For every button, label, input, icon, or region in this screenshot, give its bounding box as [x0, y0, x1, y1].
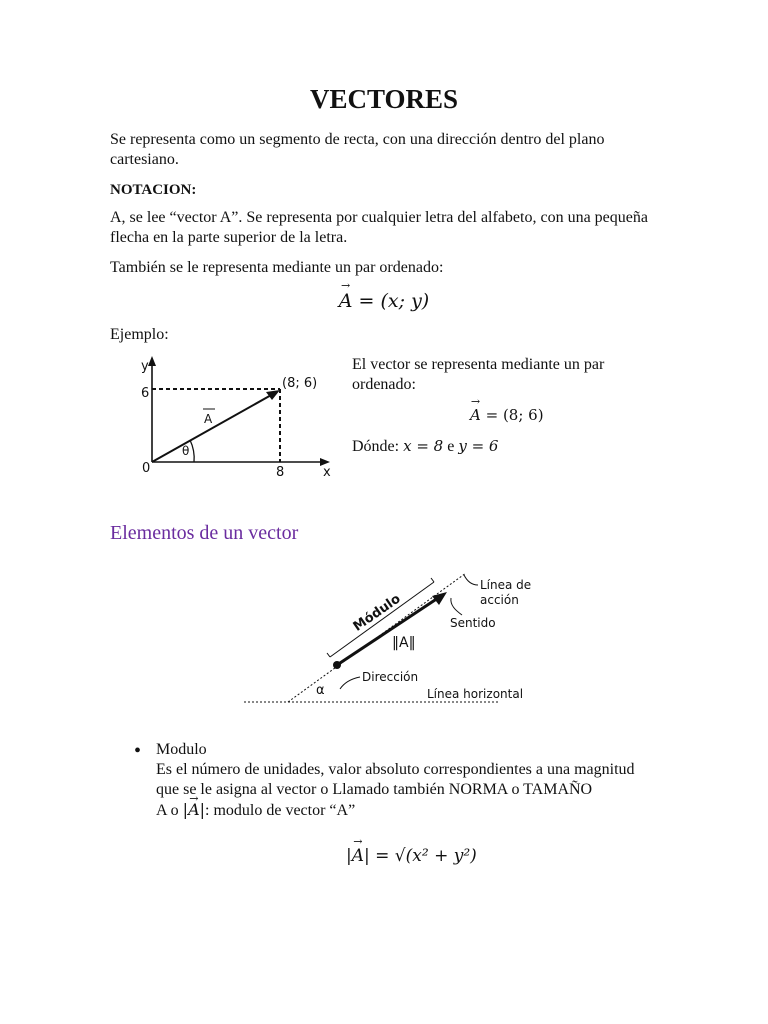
modulo-bracket-end: [327, 653, 330, 657]
vector-label: A: [204, 412, 213, 426]
pair-paragraph: También se le representa mediante un par ordenado:: [110, 259, 444, 276]
sentido-pointer: [451, 598, 462, 615]
vector-arrow-icon: [266, 390, 280, 400]
ejemplo-label: Ejemplo:: [110, 326, 169, 343]
x-tick-label: 8: [276, 465, 285, 480]
donde-y: y = 6: [458, 437, 499, 455]
modulo-formula-rhs: = √(x² + y²): [369, 846, 477, 866]
modulo-bracket: [330, 582, 434, 657]
modulo-bracket-end: [431, 578, 434, 582]
direccion-label: Dirección: [362, 670, 419, 684]
notation-suffix: : modulo de vector “A”: [205, 802, 356, 819]
modulo-label: Módulo: [350, 591, 404, 635]
notacion-paragraph: A, se lee “vector A”. Se representa por cualquier letra del alfabeto, con una pequeña flecha en la parte superior de la letra.: [110, 209, 648, 246]
vector-a-symbol: → A: [188, 800, 200, 820]
origin-label: 0: [142, 461, 151, 476]
y-tick-label: 6: [141, 386, 150, 401]
bullet-title: Modulo: [156, 741, 207, 758]
example-formula: [470, 406, 544, 424]
bullet-icon: •: [134, 740, 142, 762]
angle-arc: [190, 440, 194, 462]
pair-formula-rhs: = (x; y): [352, 290, 430, 312]
vector-head-icon: [432, 592, 447, 605]
modulo-formula: |→ A| = √(x² + y²): [346, 846, 477, 866]
donde-prefix: Dónde:: [352, 438, 404, 455]
notacion-heading: NOTACION:: [110, 182, 197, 198]
y-axis-arrow-icon: [148, 356, 156, 366]
modulo-section: [156, 740, 646, 821]
vector-origin-dot: [333, 661, 341, 669]
pair-formula: [0, 290, 768, 312]
vector-line: [152, 394, 273, 462]
vector-a-symbol: → A: [470, 406, 481, 424]
vector-a-symbol: → A: [339, 290, 353, 312]
y-axis-label: y: [141, 359, 149, 374]
x-axis-label: x: [323, 465, 331, 480]
alpha-label: α: [316, 683, 325, 698]
notation-prefix: A o: [156, 802, 183, 819]
linea-accion-pointer: [464, 575, 478, 585]
vector-example-graph: [130, 350, 350, 485]
vector-a-symbol: → A: [352, 846, 364, 866]
linea-accion-label-2: acción: [480, 593, 519, 607]
donde-mid: e: [443, 438, 459, 455]
point-label: (8; 6): [282, 376, 318, 391]
donde-x: x = 8: [403, 437, 444, 455]
example-formula-rhs: = (8; 6): [480, 406, 544, 424]
angle-label: θ: [182, 444, 190, 458]
modulo-notation: A o |→ A|: modulo de vector “A”: [156, 800, 646, 821]
direccion-pointer: [340, 677, 360, 689]
intro-paragraph: Se representa como un segmento de recta, con una dirección dentro del plano cartesiano.: [110, 131, 605, 168]
vector-elements-diagram: [240, 565, 540, 710]
example-paragraph: El vector se representa mediante un par ordenado:: [352, 356, 605, 393]
donde-line: [352, 436, 498, 457]
linea-horizontal-label: Línea horizontal: [427, 687, 524, 701]
page-title: VECTORES: [309, 84, 459, 114]
section-heading: Elementos de un vector: [110, 522, 299, 544]
bullet-text: Es el número de unidades, valor absoluto correspondientes a una magnitud que se le asigna al vector o Llamado también NORMA o TAMAÑO: [156, 761, 635, 798]
linea-accion-label-1: Línea de: [480, 578, 532, 592]
norm-label: ‖A‖: [392, 635, 416, 651]
sentido-label: Sentido: [450, 616, 496, 630]
